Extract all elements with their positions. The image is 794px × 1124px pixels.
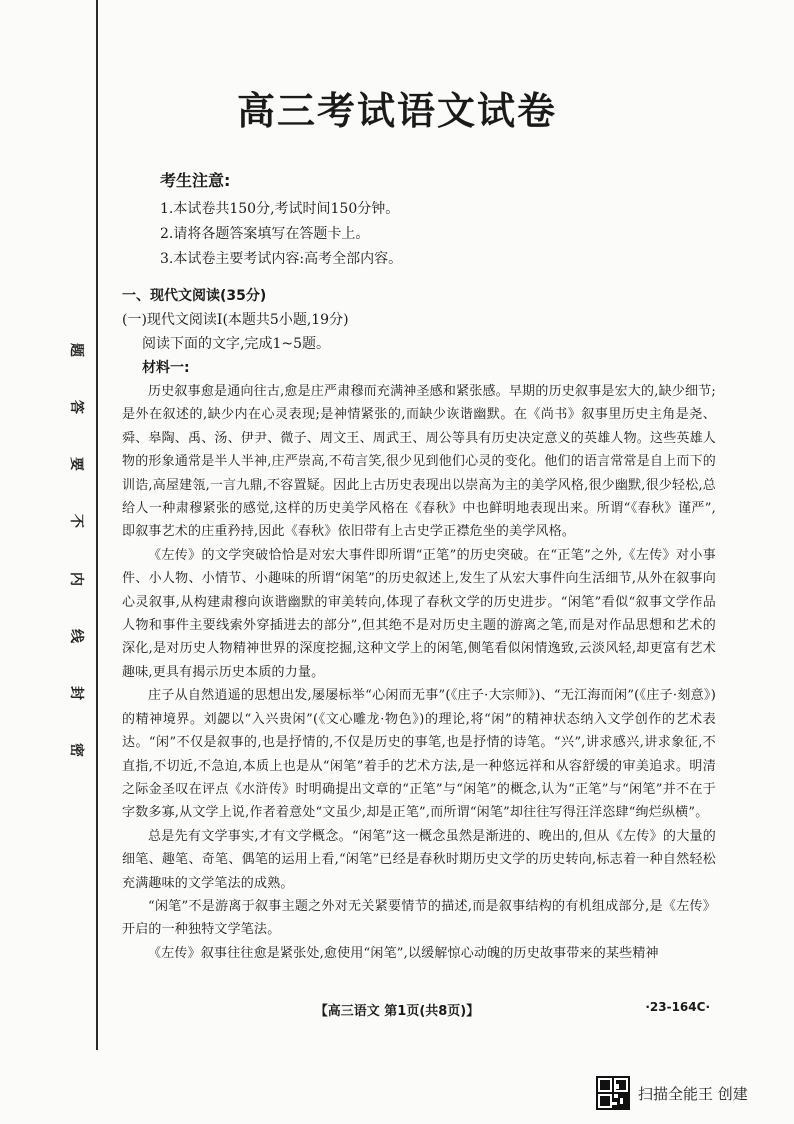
passage-paragraph: 《左传》叙事往往愈是紧张处,愈使用“闲笔”,以缓解惊心动魄的历史故事带来的某些精神 bbox=[148, 945, 659, 961]
section-heading: 一、现代文阅读(35分) bbox=[122, 288, 267, 304]
reading-section bbox=[122, 284, 716, 965]
watermark-text: 扫描全能王 创建 bbox=[638, 1084, 748, 1103]
binding-char: 线 bbox=[68, 628, 84, 643]
binding-char: 内 bbox=[68, 571, 84, 586]
notice-item: 2.请将各题答案填写在答题卡上。 bbox=[160, 226, 370, 242]
page-number-label: 【高三语文 第1页(共8页)】 bbox=[314, 1004, 480, 1019]
exam-code: ·23-164C· bbox=[645, 1000, 710, 1014]
binding-line bbox=[96, 0, 98, 1050]
material-label: 材料一: bbox=[142, 360, 190, 376]
exam-title: 高三考试语文试卷 bbox=[236, 89, 557, 133]
passage-paragraph: 庄子从自然逍遥的思想出发,屡屡标举“心闲而无事”(《庄子·大宗师》)、“无江海而闲”(《庄子·刻意》)的精神境界。刘勰以“入兴贵闲”(《文心雕龙·物色》)的理论,将“闲”的精神状态纳入文学创作的艺术表达。“闲”不仅是叙事的,也是抒情的,不仅是历史的事笔,也是抒情的诗笔。“兴”,讲求感兴,讲求象征,不直指,不切近,不急迫,本质上也是从“闲笔”着手的艺术方法,是一种悠远祥和从容舒缓的审美追求。明清之际金圣叹在评点《水浒传》时明确提出文章的“正笔”与“闲笔”的概念,认为“正笔”与“闲笔”并不在于字数多寡,从文学上说,作者着意处“文虽少,却是正笔”,而所谓“闲笔”却往往写得汪洋恣肆“绚烂纵横”。 bbox=[122, 688, 716, 821]
passage-paragraph: “闲笔”不是游离于叙事主题之外对无关紧要情节的描述,而是叙事结构的有机组成部分,是《左传》开启的一种独特文学笔法。 bbox=[122, 898, 716, 938]
passage-paragraph: 总是先有文学事实,才有文学概念。“闲笔”这一概念虽然是渐进的、晚出的,但从《左传》的大量的细笔、趣笔、奇笔、偶笔的运用上看,“闲笔”已经是春秋时期历史文学的历史转向,标志着一种自然轻松充满趣味的文学笔法的成熟。 bbox=[122, 828, 716, 891]
page-footer bbox=[0, 1000, 794, 1022]
notice-item: 1.本试卷共150分,考试时间150分钟。 bbox=[160, 201, 400, 217]
binding-char: 答 bbox=[68, 400, 84, 415]
section-subheading: (一)现代文阅读Ⅰ(本题共5小题,19分) bbox=[122, 312, 349, 328]
binding-char: 密 bbox=[68, 742, 84, 757]
candidate-notice bbox=[160, 168, 680, 272]
section-instruction: 阅读下面的文字,完成1~5题。 bbox=[142, 336, 330, 352]
notice-title: 考生注意: bbox=[160, 171, 231, 190]
binding-char: 不 bbox=[68, 514, 84, 529]
binding-margin-text bbox=[66, 340, 88, 760]
qr-code-icon bbox=[596, 1076, 630, 1110]
scanner-watermark bbox=[596, 1073, 748, 1113]
passage-paragraph: 《左传》的文学突破恰恰是对宏大事件即所谓“正笔”的历史突破。在“正笔”之外,《左传》对小事件、小人物、小情节、小趣味的所谓“闲笔”的历史叙述上,发生了从宏大事件向生活细节,从外在叙事向心灵叙事,从构建肃穆向诙谐幽默的审美转向,体现了春秋文学的历史进步。“闲笔”看似“叙事文学作品人物和事件主要线索外穿插进去的部分”,但其绝不是对历史主题的游离之笔,而是对作品思想和艺术的深化,是对历史人物精神世界的深度挖掘,这种文学上的闲笔,侧笔看似闲情逸致,云淡风轻,却更富有艺术趣味,更具有揭示历史本质的力量。 bbox=[122, 547, 716, 680]
passage-paragraph: 历史叙事愈是通向往古,愈是庄严肃穆而充满神圣感和紧张感。早期的历史叙事是宏大的,缺少细节;是外在叙述的,缺少内在心灵表现;是神情紧张的,而缺少诙谐幽默。在《尚书》叙事里历史主角是尧、舜、皋陶、禹、汤、伊尹、微子、周文王、周武王、周公等具有历史决定意义的英雄人物。这些英雄人物的形象通常是半人半神,庄严崇高,不苟言笑,很少见到他们心灵的变化。他们的语言常常是自上而下的训诰,高屋建瓴,一言九鼎,不容置疑。因此上古历史表现出以崇高为主的美学风格,很少幽默,很少轻松,总给人一种肃穆紧张的感觉,这样的历史美学风格在《春秋》中也鲜明地表现出来。所谓“《春秋》谨严”,即叙事艺术的庄重矜持,因此《春秋》依旧带有上古史学正襟危坐的美学风格。 bbox=[122, 384, 717, 540]
binding-char: 要 bbox=[68, 457, 84, 472]
notice-item: 3.本试卷主要考试内容:高考全部内容。 bbox=[160, 251, 403, 267]
binding-char: 题 bbox=[68, 343, 84, 357]
binding-char: 封 bbox=[68, 685, 84, 700]
